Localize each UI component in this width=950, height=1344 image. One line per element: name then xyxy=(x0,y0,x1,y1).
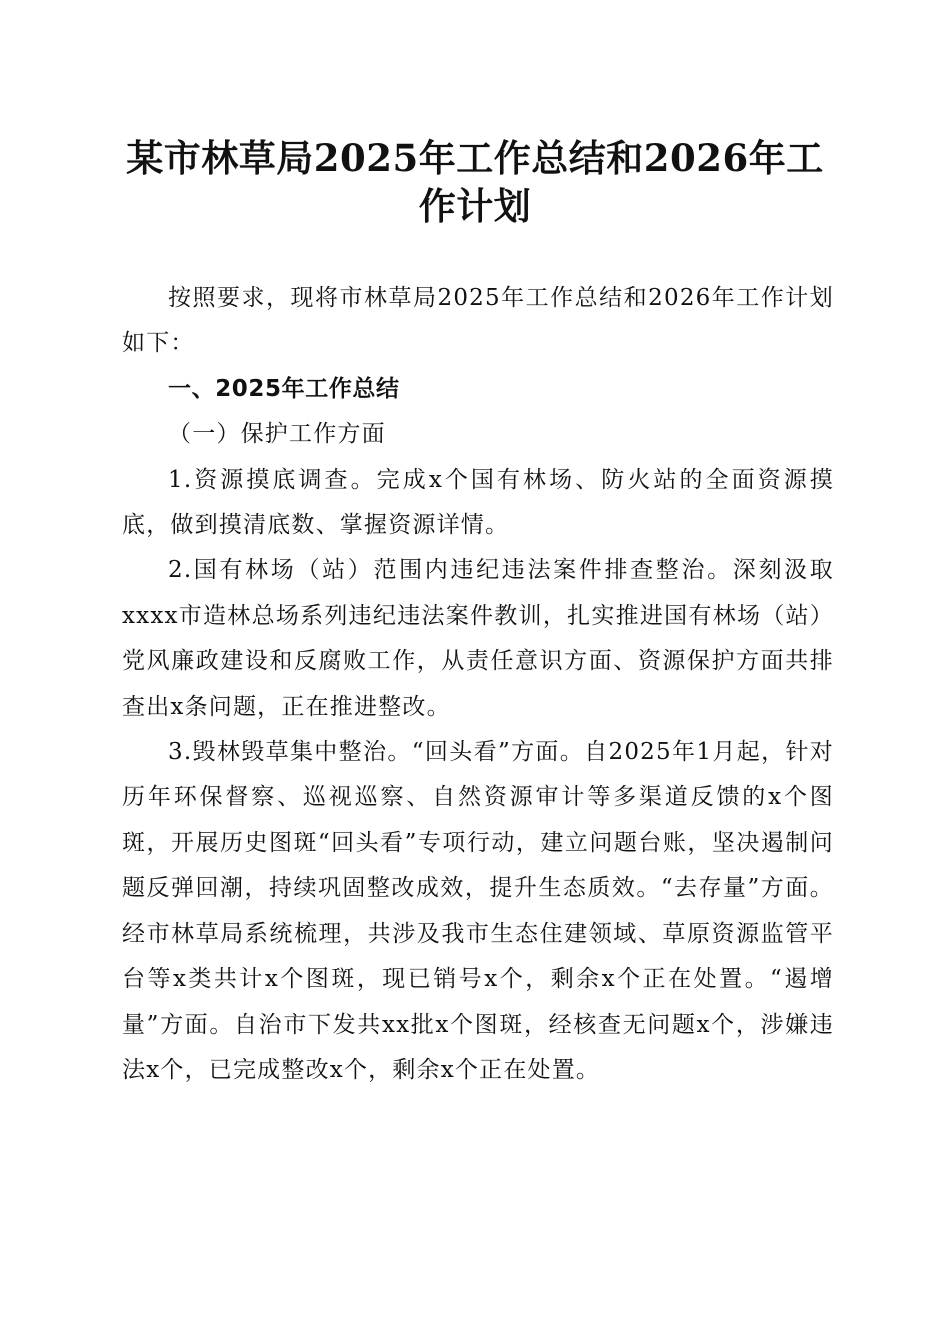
section-heading: 一、2025年工作总结 xyxy=(168,375,400,402)
document-title: 某市林草局2025年工作总结和2026年工作计划 xyxy=(126,136,824,228)
paragraph-item: 3.毁林毁草集中整治。“回头看”方面。自2025年1月起，针对历年环保督察、巡视巡察、自然资源审计等多渠道反馈的x个图斑，开展历史图斑“回头看”专项行动，建立问题台账，坚决遏制问题反弹回潮，持续巩固整改成效，提升生态质效。“去存量”方面。经市林草局系统梳理，共涉及我市生态住建领域、草原资源监管平台等x类共计x个图斑，现已销号x个，剩余x个正在处置。“遏增量”方面。自治市下发共xx批x个图斑，经核查无问题x个，涉嫌违法x个，已完成整改x个，剩余x个正在处置。 xyxy=(122,739,834,1083)
subsection-heading: （一）保护工作方面 xyxy=(168,421,386,448)
intro-paragraph: 按照要求，现将市林草局2025年工作总结和2026年工作计划如下： xyxy=(122,285,834,357)
document-body xyxy=(122,276,834,1093)
paragraph-item: 1.资源摸底调查。完成x个国有林场、防火站的全面资源摸底，做到摸清底数、掌握资源详情。 xyxy=(122,466,834,539)
paragraph-item: 2.国有林场（站）范围内违纪违法案件排查整治。深刻汲取xxxx市造林总场系列违纪违法案件教训，扎实推进国有林场（站）党风廉政建设和反腐败工作，从责任意识方面、资源保护方面共排查出x条问题，正在推进整改。 xyxy=(122,557,834,720)
